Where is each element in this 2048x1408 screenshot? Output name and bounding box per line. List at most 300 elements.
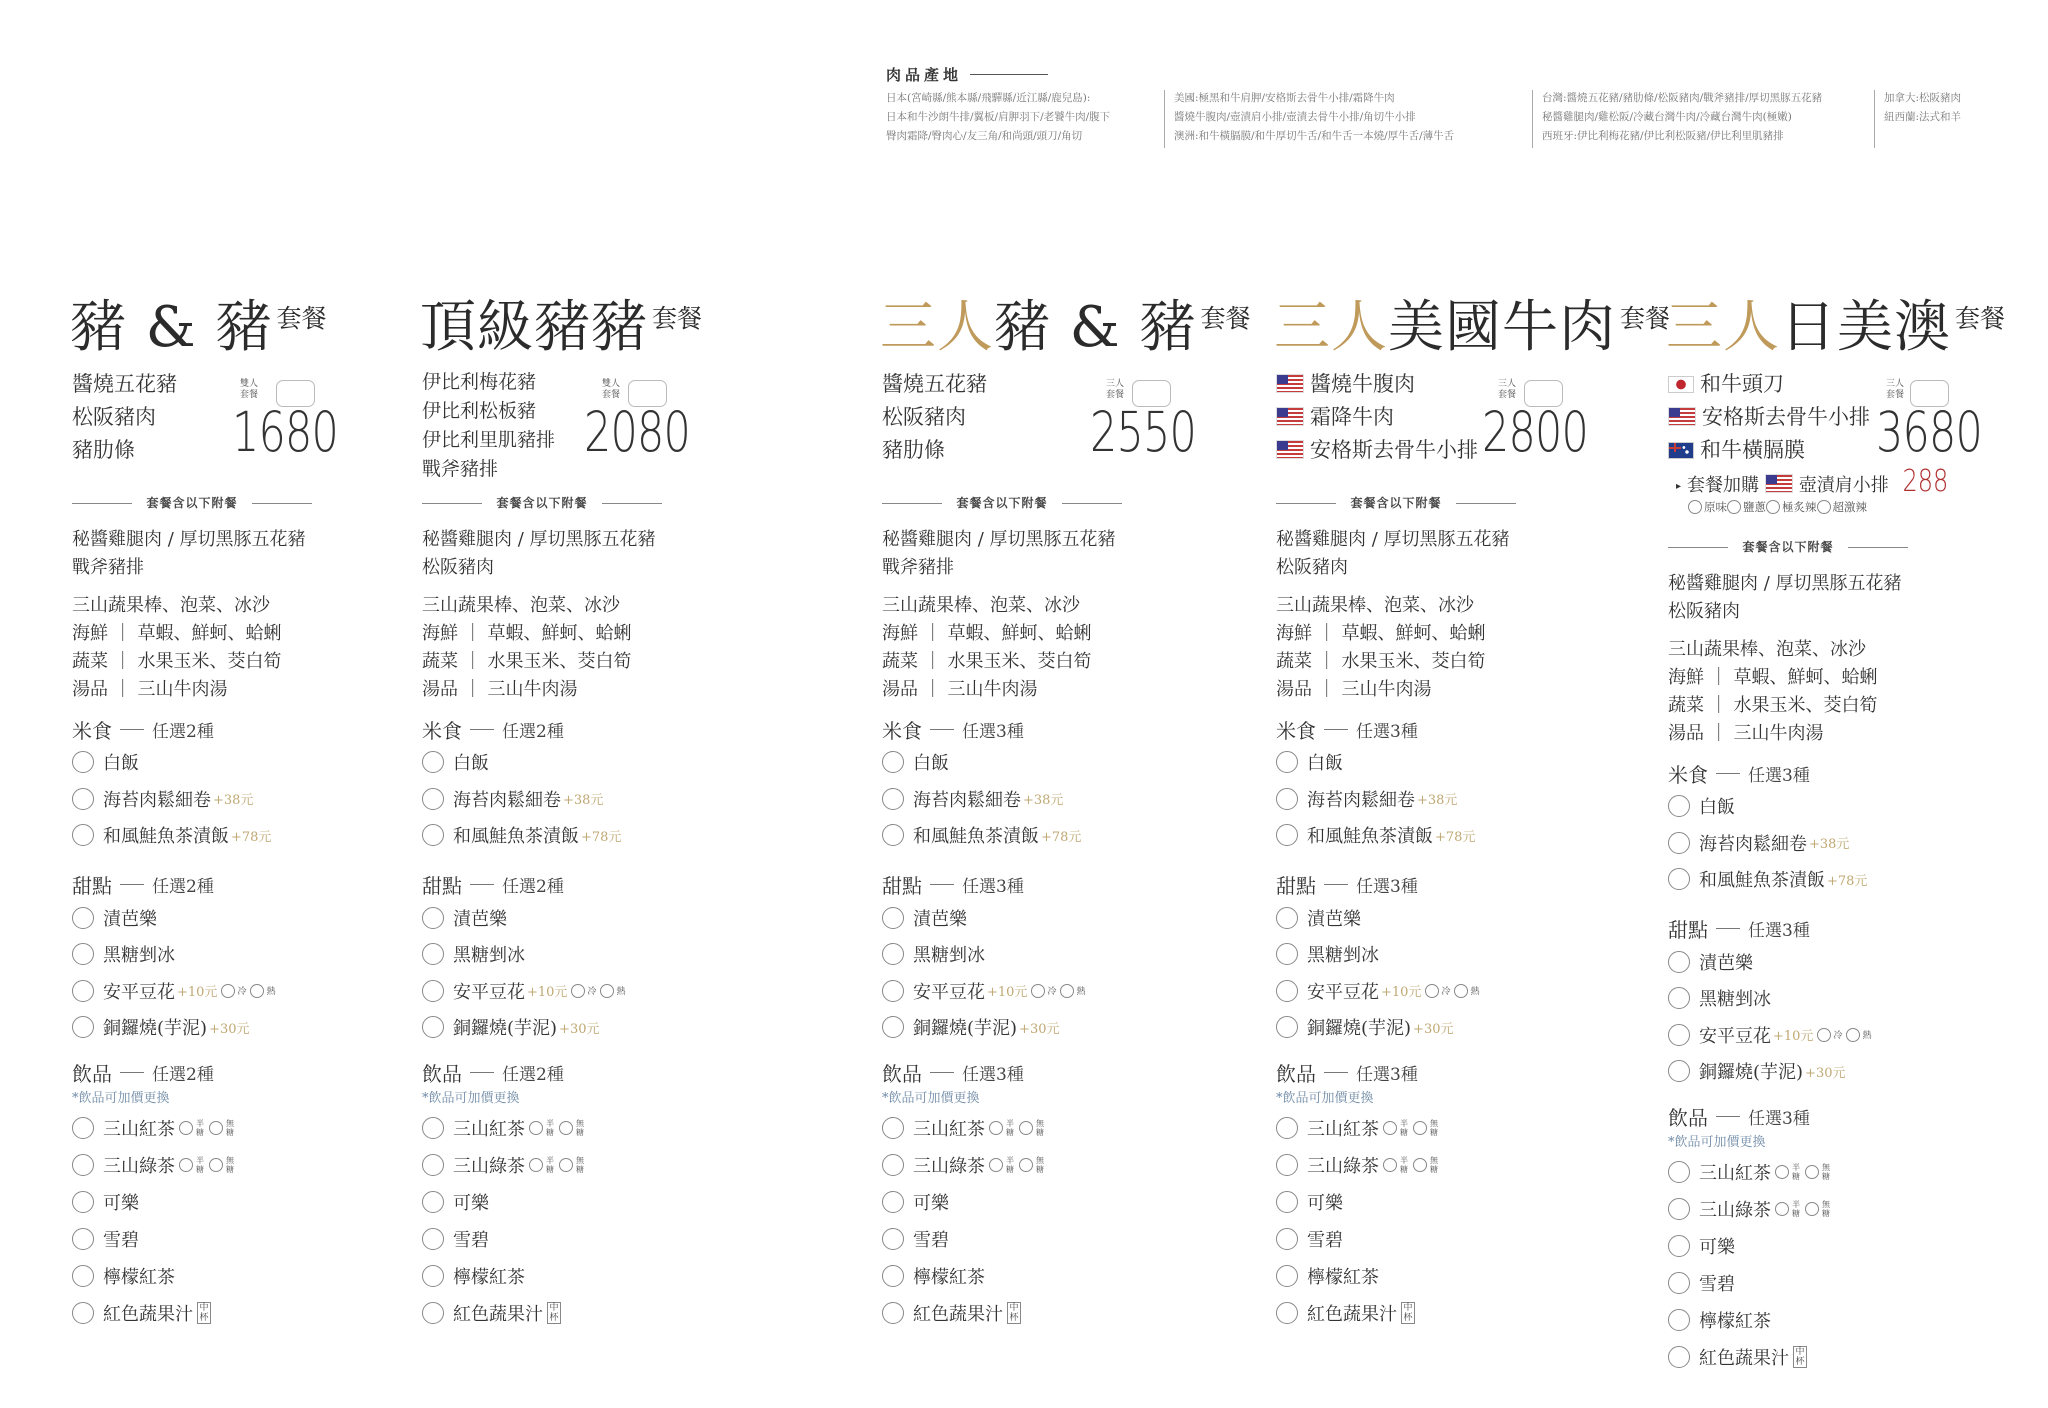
set-title-dark: 豬 & 豬: [994, 295, 1197, 360]
cold-radio[interactable]: [1425, 984, 1439, 998]
section-header: [1276, 870, 1510, 900]
drink-note: *飲品可加價更換: [1668, 1134, 1766, 1150]
choice-circle[interactable]: [1668, 1346, 1690, 1368]
choice-circle[interactable]: [1276, 788, 1298, 810]
choice-circle[interactable]: [1668, 1272, 1690, 1294]
section-choose: 任選2種: [152, 1065, 214, 1085]
option-row[interactable]: [882, 936, 1116, 973]
surcharge-label: +30元: [1019, 1021, 1060, 1037]
option-row[interactable]: [1668, 861, 1902, 898]
option-row[interactable]: [72, 1147, 306, 1184]
choice-circle[interactable]: [1276, 824, 1298, 846]
choice-circle[interactable]: [882, 943, 904, 965]
choice-circle[interactable]: [882, 788, 904, 810]
addon-label: 套餐加購: [1687, 475, 1760, 496]
cold-radio[interactable]: [1031, 984, 1045, 998]
option-row[interactable]: [1668, 825, 1902, 862]
option-row[interactable]: [422, 1221, 656, 1258]
choice-circle[interactable]: [422, 1016, 444, 1038]
choice-circle[interactable]: [882, 1228, 904, 1250]
option-row[interactable]: [882, 1147, 1116, 1184]
surcharge-label: +10元: [1773, 1029, 1814, 1045]
section-title: 飲品: [1276, 1062, 1316, 1086]
choice-circle[interactable]: [1668, 868, 1690, 890]
side-line: 松阪豬肉: [1668, 601, 1740, 622]
option-label: 三山綠茶: [1699, 1200, 1771, 1221]
choice-circle[interactable]: [422, 1265, 444, 1287]
origin-line: 日本和牛沙朗牛排/翼板/肩胛羽下/老饕牛肉/腹下: [886, 111, 1111, 123]
option-label: 漬芭樂: [1307, 908, 1361, 930]
option-row[interactable]: [882, 973, 1116, 1010]
choice-circle[interactable]: [882, 751, 904, 773]
option-row[interactable]: [422, 1184, 656, 1221]
choice-circle[interactable]: [1276, 907, 1298, 929]
main-item-label: 安格斯去骨牛小排: [1310, 438, 1478, 462]
choice-circle[interactable]: [1668, 1024, 1690, 1046]
no-sugar-radio[interactable]: [1413, 1121, 1427, 1135]
option-row[interactable]: [72, 900, 306, 937]
included-divider: [72, 494, 312, 514]
addon-row[interactable]: [1676, 471, 1889, 497]
option-row[interactable]: [422, 817, 656, 854]
set-price: 2080: [584, 400, 691, 464]
side-line: 蔬菜 ｜ 水果玉米、茭白筍: [1668, 695, 1878, 716]
no-sugar-radio[interactable]: [1019, 1158, 1033, 1172]
choice-circle[interactable]: [882, 1302, 904, 1324]
option-label: 紅色蔬果汁: [103, 1304, 193, 1325]
option-row[interactable]: [72, 781, 306, 818]
flavor-radio[interactable]: [1688, 500, 1702, 514]
section-dash: [1324, 884, 1348, 885]
no-sugar-radio[interactable]: [559, 1158, 573, 1172]
set-title-text: [1666, 295, 1951, 360]
no-sugar-label: 無 糖: [226, 1156, 234, 1174]
choice-circle[interactable]: [72, 1117, 94, 1139]
choice-circle[interactable]: [882, 1265, 904, 1287]
flavor-label: 鹽蔥: [1743, 500, 1766, 514]
set-card-3: [1274, 295, 1671, 1376]
choice-circle[interactable]: [422, 1154, 444, 1176]
choice-circle[interactable]: [1668, 1198, 1690, 1220]
flavor-radio[interactable]: [1817, 500, 1831, 514]
section-header: [1668, 1102, 1902, 1132]
drink-list: [1276, 1110, 1510, 1332]
origin-column-us-au: [1174, 89, 1454, 146]
choice-circle[interactable]: [72, 1016, 94, 1038]
choice-circle[interactable]: [882, 824, 904, 846]
hot-label: 熱: [1076, 987, 1086, 998]
option-row[interactable]: [422, 1110, 656, 1147]
set-title-text: [420, 295, 648, 360]
included-divider: [882, 494, 1122, 514]
hot-radio[interactable]: [1846, 1028, 1860, 1042]
surcharge-label: +38元: [563, 793, 604, 809]
option-row[interactable]: [882, 817, 1116, 854]
option-row[interactable]: [1276, 936, 1510, 973]
option-row[interactable]: [882, 900, 1116, 937]
option-row[interactable]: [1668, 1265, 1902, 1302]
option-row[interactable]: [1668, 980, 1902, 1017]
half-sugar-radio[interactable]: [989, 1121, 1003, 1135]
main-item: [422, 397, 555, 426]
flag-au-icon: [1668, 442, 1694, 459]
side-line: 湯品 ｜ 三山牛肉湯: [422, 679, 578, 700]
side-line: 海鮮 ｜ 草蝦、鮮蚵、蛤蜊: [422, 623, 632, 644]
section-dash: [1716, 928, 1740, 929]
option-label: 雪碧: [1699, 1274, 1735, 1295]
side-line: 蔬菜 ｜ 水果玉米、茭白筍: [422, 651, 632, 672]
side-line: 戰斧豬排: [72, 557, 144, 578]
choice-circle[interactable]: [1668, 1161, 1690, 1183]
hot-radio[interactable]: [250, 984, 264, 998]
drink-note: *飲品可加價更換: [422, 1090, 520, 1106]
main-item-label: 松阪豬肉: [72, 405, 156, 429]
cold-radio[interactable]: [221, 984, 235, 998]
option-row[interactable]: [1276, 1009, 1510, 1046]
half-sugar-radio[interactable]: [1383, 1158, 1397, 1172]
choice-circle[interactable]: [72, 1265, 94, 1287]
side-line: 三山蔬果棒、泡菜、冰沙: [422, 595, 620, 616]
option-label: 三山綠茶: [103, 1156, 175, 1177]
section-title: 米食: [882, 718, 922, 743]
choice-circle[interactable]: [882, 1154, 904, 1176]
choice-circle[interactable]: [422, 788, 444, 810]
section-dash: [1716, 1116, 1740, 1117]
option-row[interactable]: [1276, 781, 1510, 818]
choice-circle[interactable]: [72, 1154, 94, 1176]
option-row[interactable]: [1668, 1017, 1902, 1054]
option-row[interactable]: [1276, 1221, 1510, 1258]
choice-circle[interactable]: [72, 980, 94, 1002]
surcharge-label: +78元: [231, 829, 272, 845]
option-label: 三山紅茶: [453, 1119, 525, 1140]
choice-circle[interactable]: [1668, 987, 1690, 1009]
option-row[interactable]: [72, 1184, 306, 1221]
set-card-0: [72, 296, 362, 1376]
cup-size-badge: 中 杯: [1793, 1346, 1807, 1368]
hot-radio[interactable]: [600, 984, 614, 998]
flavor-label: 極炙辣: [1782, 500, 1817, 514]
choice-circle[interactable]: [422, 907, 444, 929]
surcharge-label: +38元: [1417, 793, 1458, 809]
section-header: [72, 870, 306, 900]
origin-line: 台灣:醬燒五花豬/豬肋條/松阪豬肉/戰斧豬排/厚切黑豚五花豬: [1542, 92, 1823, 104]
no-sugar-radio[interactable]: [1805, 1202, 1819, 1216]
hot-radio[interactable]: [1454, 984, 1468, 998]
option-row[interactable]: [422, 1009, 656, 1046]
choice-circle[interactable]: [422, 824, 444, 846]
option-row[interactable]: [882, 781, 1116, 818]
option-label: 漬芭樂: [1699, 952, 1753, 974]
option-row[interactable]: [422, 1258, 656, 1295]
option-row[interactable]: [1668, 1228, 1902, 1265]
option-label: 安平豆花: [103, 981, 175, 1003]
flavor-radio[interactable]: [1727, 500, 1741, 514]
included-divider: [1668, 538, 1908, 558]
main-item-label: 伊比利梅花豬: [422, 371, 537, 393]
half-sugar-radio[interactable]: [529, 1158, 543, 1172]
section-dash: [470, 884, 494, 885]
section-title: 米食: [422, 718, 462, 743]
no-sugar-label: 無 糖: [1430, 1156, 1438, 1174]
main-item-label: 醬燒五花豬: [882, 372, 987, 396]
main-items: [1276, 368, 1478, 467]
set-title: [70, 295, 327, 366]
cup-size-badge: 中 杯: [1007, 1302, 1021, 1324]
choice-circle[interactable]: [72, 751, 94, 773]
option-row[interactable]: [422, 1295, 656, 1332]
half-sugar-radio[interactable]: [1775, 1165, 1789, 1179]
section-title: 甜點: [72, 874, 112, 898]
section-title: 飲品: [1668, 1106, 1708, 1130]
section-choose: 任選3種: [1748, 921, 1810, 941]
cold-label: 冷: [237, 987, 247, 998]
option-row[interactable]: [1668, 1339, 1902, 1376]
option-row[interactable]: [422, 936, 656, 973]
option-row[interactable]: [1668, 1154, 1902, 1191]
option-label: 漬芭樂: [913, 908, 967, 930]
origin-line: 日本(宮崎縣/熊本縣/飛驒縣/近江縣/鹿兒島):: [886, 92, 1091, 104]
option-row[interactable]: [882, 1184, 1116, 1221]
surcharge-label: +38元: [213, 793, 254, 809]
option-row[interactable]: [1276, 744, 1510, 781]
option-row[interactable]: [1276, 1295, 1510, 1332]
half-sugar-radio[interactable]: [989, 1158, 1003, 1172]
no-sugar-radio[interactable]: [559, 1121, 573, 1135]
choice-circle[interactable]: [72, 907, 94, 929]
choice-circle[interactable]: [1276, 1154, 1298, 1176]
no-sugar-radio[interactable]: [1413, 1158, 1427, 1172]
option-row[interactable]: [422, 744, 656, 781]
option-row[interactable]: [72, 817, 306, 854]
option-row[interactable]: [72, 1295, 306, 1332]
option-row[interactable]: [72, 1258, 306, 1295]
choice-circle[interactable]: [72, 824, 94, 846]
section-header: [422, 714, 656, 744]
side-line: 秘醬雞腿肉 / 厚切黑豚五花豬: [1276, 529, 1510, 550]
choice-circle[interactable]: [1668, 795, 1690, 817]
choice-circle[interactable]: [882, 1016, 904, 1038]
set-title-dark: 豬 & 豬: [70, 295, 273, 360]
option-label: 雪碧: [103, 1230, 139, 1251]
option-row[interactable]: [1276, 1258, 1510, 1295]
option-row[interactable]: [882, 1258, 1116, 1295]
addon-price: 288: [1902, 464, 1948, 499]
option-row[interactable]: [422, 1147, 656, 1184]
option-row[interactable]: [422, 781, 656, 818]
option-row[interactable]: [1276, 1110, 1510, 1147]
half-sugar-radio[interactable]: [1775, 1202, 1789, 1216]
option-row[interactable]: [1668, 944, 1902, 981]
option-label: 白飯: [913, 753, 949, 775]
option-row[interactable]: [72, 973, 306, 1010]
main-item: [422, 426, 555, 455]
choice-circle[interactable]: [72, 1191, 94, 1213]
option-row[interactable]: [1276, 973, 1510, 1010]
choice-circle[interactable]: [1276, 943, 1298, 965]
people-label: 三人套餐: [1886, 379, 1905, 400]
set-title-suffix: 套餐: [276, 304, 327, 333]
choice-circle[interactable]: [1668, 951, 1690, 973]
section-header: [1276, 1058, 1510, 1088]
option-row[interactable]: [882, 1009, 1116, 1046]
section-title: 飲品: [422, 1062, 462, 1086]
section-header: [72, 1058, 306, 1088]
flavor-radio[interactable]: [1766, 500, 1780, 514]
section-header: [882, 714, 1116, 744]
option-label: 三山綠茶: [913, 1156, 985, 1177]
side-line: 海鮮 ｜ 草蝦、鮮蚵、蛤蜊: [72, 623, 282, 644]
set-title-suffix: 套餐: [652, 304, 703, 333]
option-row[interactable]: [1668, 1053, 1902, 1090]
choice-circle[interactable]: [72, 788, 94, 810]
origin-column-ca-nz: [1884, 89, 1961, 127]
section-title: 米食: [1276, 718, 1316, 743]
option-row[interactable]: [882, 1110, 1116, 1147]
option-label: 可樂: [1699, 1237, 1735, 1258]
choice-circle[interactable]: [422, 751, 444, 773]
main-item-label: 伊比利里肌豬排: [422, 429, 556, 451]
choice-circle[interactable]: [422, 1302, 444, 1324]
half-sugar-label: 半 糖: [1400, 1156, 1408, 1174]
no-sugar-radio[interactable]: [209, 1158, 223, 1172]
drink-note: *飲品可加價更換: [882, 1090, 980, 1106]
surcharge-label: +38元: [1809, 837, 1850, 853]
option-label: 安平豆花: [1307, 981, 1379, 1003]
origin-line: 加拿大:松阪豬肉: [1884, 92, 1962, 104]
option-row[interactable]: [422, 973, 656, 1010]
surcharge-label: +30元: [209, 1021, 250, 1037]
side-line: 湯品 ｜ 三山牛肉湯: [882, 679, 1038, 700]
choice-circle[interactable]: [1276, 1117, 1298, 1139]
choice-circle[interactable]: [422, 943, 444, 965]
cold-radio[interactable]: [1817, 1028, 1831, 1042]
drink-note: *飲品可加價更換: [72, 1090, 170, 1106]
set-title-text: [880, 295, 1196, 360]
set-card-4: [1666, 295, 2006, 1376]
choice-circle[interactable]: [882, 1191, 904, 1213]
option-label: 三山紅茶: [913, 1119, 985, 1140]
side-line: 蔬菜 ｜ 水果玉米、茭白筍: [72, 651, 282, 672]
main-item-label: 霜降牛肉: [1310, 405, 1394, 429]
half-sugar-radio[interactable]: [1383, 1121, 1397, 1135]
option-row[interactable]: [1276, 1184, 1510, 1221]
choice-circle[interactable]: [882, 1117, 904, 1139]
choice-circle[interactable]: [72, 1302, 94, 1324]
choice-circle[interactable]: [1276, 1191, 1298, 1213]
surcharge-label: +30元: [559, 1021, 600, 1037]
option-label: 海苔肉鬆細卷: [1699, 833, 1807, 855]
option-label: 和風鮭魚茶漬飯: [913, 826, 1039, 848]
option-label: 白飯: [1699, 797, 1735, 819]
option-row[interactable]: [882, 1221, 1116, 1258]
hot-label: 熱: [616, 987, 626, 998]
option-label: 銅鑼燒(芋泥): [1307, 1018, 1412, 1040]
choice-circle[interactable]: [1276, 751, 1298, 773]
no-sugar-radio[interactable]: [1805, 1165, 1819, 1179]
cold-radio[interactable]: [571, 984, 585, 998]
no-sugar-radio[interactable]: [209, 1121, 223, 1135]
section-choose: 任選2種: [502, 877, 564, 897]
choice-circle[interactable]: [1276, 980, 1298, 1002]
set-price: 3680: [1876, 400, 1983, 464]
side-line: 松阪豬肉: [1276, 557, 1348, 578]
option-row[interactable]: [422, 900, 656, 937]
choice-circle[interactable]: [422, 1117, 444, 1139]
option-row[interactable]: [72, 1009, 306, 1046]
section-dash: [470, 729, 494, 730]
option-row[interactable]: [72, 744, 306, 781]
choice-circle[interactable]: [1668, 832, 1690, 854]
half-sugar-radio[interactable]: [529, 1121, 543, 1135]
set-price: 2800: [1482, 400, 1589, 464]
option-label: 可樂: [453, 1193, 489, 1214]
choice-circle[interactable]: [882, 980, 904, 1002]
choice-circle[interactable]: [422, 980, 444, 1002]
section-dash: [120, 884, 144, 885]
option-label: 三山綠茶: [1307, 1156, 1379, 1177]
no-sugar-radio[interactable]: [1019, 1121, 1033, 1135]
option-row[interactable]: [72, 936, 306, 973]
set-title-dark: 美國牛肉: [1388, 295, 1616, 360]
side-block: [422, 526, 656, 582]
choice-circle[interactable]: [1668, 1235, 1690, 1257]
drink-list: [422, 1110, 656, 1332]
set-title-suffix: 套餐: [1955, 304, 2006, 333]
hot-radio[interactable]: [1060, 984, 1074, 998]
option-row[interactable]: [1276, 817, 1510, 854]
section-dash: [930, 1072, 954, 1073]
option-row[interactable]: [1276, 1147, 1510, 1184]
option-row[interactable]: [72, 1221, 306, 1258]
half-sugar-radio[interactable]: [179, 1158, 193, 1172]
choice-circle[interactable]: [1668, 1060, 1690, 1082]
choice-circle[interactable]: [1276, 1016, 1298, 1038]
no-sugar-label: 無 糖: [1036, 1156, 1044, 1174]
choice-circle[interactable]: [1276, 1302, 1298, 1324]
drink-list: [72, 1110, 306, 1332]
option-label: 紅色蔬果汁: [453, 1304, 543, 1325]
choice-circle[interactable]: [1276, 1228, 1298, 1250]
choice-circle[interactable]: [422, 1191, 444, 1213]
option-row[interactable]: [1668, 1302, 1902, 1339]
flag-us-icon: [1765, 474, 1793, 493]
option-row[interactable]: [1276, 900, 1510, 937]
choice-circle[interactable]: [1668, 1309, 1690, 1331]
choice-circle[interactable]: [422, 1228, 444, 1250]
option-label: 三山紅茶: [1307, 1119, 1379, 1140]
option-row[interactable]: [72, 1110, 306, 1147]
main-item-label: 和牛頭刀: [1700, 372, 1784, 396]
option-label: 白飯: [1307, 753, 1343, 775]
choice-circle[interactable]: [1276, 1265, 1298, 1287]
half-sugar-radio[interactable]: [179, 1121, 193, 1135]
half-sugar-label: 半 糖: [1792, 1163, 1800, 1181]
choice-circle[interactable]: [72, 1228, 94, 1250]
option-row[interactable]: [1668, 788, 1902, 825]
option-row[interactable]: [882, 1295, 1116, 1332]
set-title-gold: 三人: [880, 295, 994, 360]
choice-circle[interactable]: [882, 907, 904, 929]
main-item-label: 豬肋條: [72, 438, 135, 462]
option-row[interactable]: [1668, 1191, 1902, 1228]
meat-origin-panel: [886, 64, 2036, 154]
surcharge-label: +78元: [1041, 829, 1082, 845]
choice-circle[interactable]: [72, 943, 94, 965]
origin-title: 肉品產地: [886, 66, 963, 84]
option-row[interactable]: [882, 744, 1116, 781]
main-item: [1276, 401, 1478, 434]
